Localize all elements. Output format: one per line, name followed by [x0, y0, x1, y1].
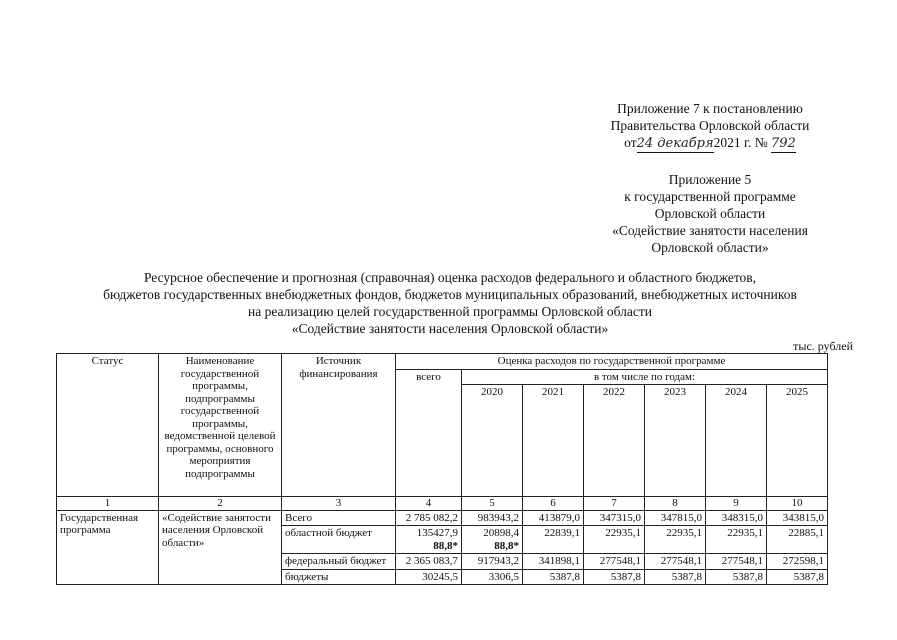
- program-name-cell: «Содействие занятости населения Орловской области»: [159, 510, 282, 585]
- header-year: 2023: [645, 385, 706, 497]
- appendix-7-line1: Приложение 7 к постановлению: [617, 101, 803, 116]
- budget-table: [56, 353, 828, 585]
- value-note: 88,8*: [433, 539, 458, 552]
- source-cell: бюджеты: [282, 569, 396, 585]
- appendix-7-line2: Правительства Орловской области: [610, 118, 810, 133]
- value-cell: 5387,8: [706, 569, 767, 585]
- header-year: 2022: [584, 385, 645, 497]
- header-name: Наименование государственной программы, подпрограммы государственной программы, ведомственной целевой программы, основного мероприятия подпрограммы: [159, 354, 282, 497]
- value-cell: 347315,0: [584, 510, 645, 526]
- value-cell: [462, 526, 523, 554]
- appendix-5-line3: Орловской области: [654, 206, 766, 221]
- document-title: [40, 269, 860, 337]
- value-cell: 272598,1: [767, 554, 828, 570]
- header-year: 2021: [523, 385, 584, 497]
- units-label: тыс. рублей: [793, 339, 853, 353]
- value-cell: 5387,8: [645, 569, 706, 585]
- value-cell: 3306,5: [462, 569, 523, 585]
- value-cell: 277548,1: [584, 554, 645, 570]
- column-number-row: [57, 497, 828, 511]
- source-cell: областной бюджет: [282, 526, 396, 554]
- value-cell: 22885,1: [767, 526, 828, 554]
- title-line3: на реализацию целей государственной программы Орловской области: [248, 304, 652, 319]
- header-estimate: Оценка расходов по государственной программе: [396, 354, 828, 370]
- col-number: 8: [645, 497, 706, 511]
- col-number: 3: [282, 497, 396, 511]
- value-main: 20898,4: [483, 527, 519, 539]
- appendix-5-block: [560, 171, 860, 256]
- col-number: 4: [396, 497, 462, 511]
- col-number: 5: [462, 497, 523, 511]
- appendix-5-line5: Орловской области»: [651, 240, 769, 255]
- col-number: 10: [767, 497, 828, 511]
- value-cell: 983943,2: [462, 510, 523, 526]
- appendix-7-date-line: [560, 134, 860, 153]
- table-row: [57, 510, 828, 526]
- col-number: 9: [706, 497, 767, 511]
- appendix-5-line1: Приложение 5: [668, 172, 752, 187]
- handwritten-date: 24 декабря: [636, 136, 714, 151]
- value-cell: 348315,0: [706, 510, 767, 526]
- title-line4: «Содействие занятости населения Орловской области»: [291, 321, 609, 336]
- value-cell: 5387,8: [523, 569, 584, 585]
- title-line1: Ресурсное обеспечение и прогнозная (справочная) оценка расходов федерального и областного бюджетов,: [143, 270, 757, 285]
- value-cell: 343815,0: [767, 510, 828, 526]
- col-number: 1: [57, 497, 159, 511]
- value-cell: 341898,1: [523, 554, 584, 570]
- source-cell: федеральный бюджет: [282, 554, 396, 570]
- value-cell: 277548,1: [645, 554, 706, 570]
- source-cell: Всего: [282, 510, 396, 526]
- value-cell: 413879,0: [523, 510, 584, 526]
- date-prefix: от: [624, 135, 637, 150]
- appendix-7-block: [560, 100, 860, 153]
- value-cell: 2 785 082,2: [396, 510, 462, 526]
- value-cell: 30245,5: [396, 569, 462, 585]
- value-cell: 917943,2: [462, 554, 523, 570]
- header-year: 2024: [706, 385, 767, 497]
- appendix-5-line4: «Содействие занятости населения: [612, 223, 808, 238]
- col-number: 2: [159, 497, 282, 511]
- value-cell: 347815,0: [645, 510, 706, 526]
- year-text: 2021 г. №: [713, 135, 768, 150]
- value-cell: [396, 526, 462, 554]
- header-year: 2020: [462, 385, 523, 497]
- header-year: 2025: [767, 385, 828, 497]
- col-number: 6: [523, 497, 584, 511]
- value-cell: 22935,1: [645, 526, 706, 554]
- header-source: Источник финансирования: [282, 354, 396, 497]
- appendix-5-line2: к государственной программе: [624, 189, 796, 204]
- value-cell: 22935,1: [584, 526, 645, 554]
- value-cell: 22839,1: [523, 526, 584, 554]
- value-cell: 5387,8: [767, 569, 828, 585]
- header-total: всего: [396, 369, 462, 497]
- handwritten-number: 792: [771, 136, 796, 151]
- value-cell: 5387,8: [584, 569, 645, 585]
- value-cell: 2 365 083,7: [396, 554, 462, 570]
- value-main: 135427,9: [416, 527, 458, 539]
- header-status: Статус: [57, 354, 159, 497]
- value-note: 88,8*: [494, 539, 519, 552]
- header-by-years: в том числе по годам:: [462, 369, 828, 385]
- value-cell: 22935,1: [706, 526, 767, 554]
- title-line2: бюджетов государственных внебюджетных фондов, бюджетов муниципальных образований, внебюджетных источников: [103, 287, 797, 302]
- status-cell: Государственная программа: [57, 510, 159, 585]
- col-number: 7: [584, 497, 645, 511]
- value-cell: 277548,1: [706, 554, 767, 570]
